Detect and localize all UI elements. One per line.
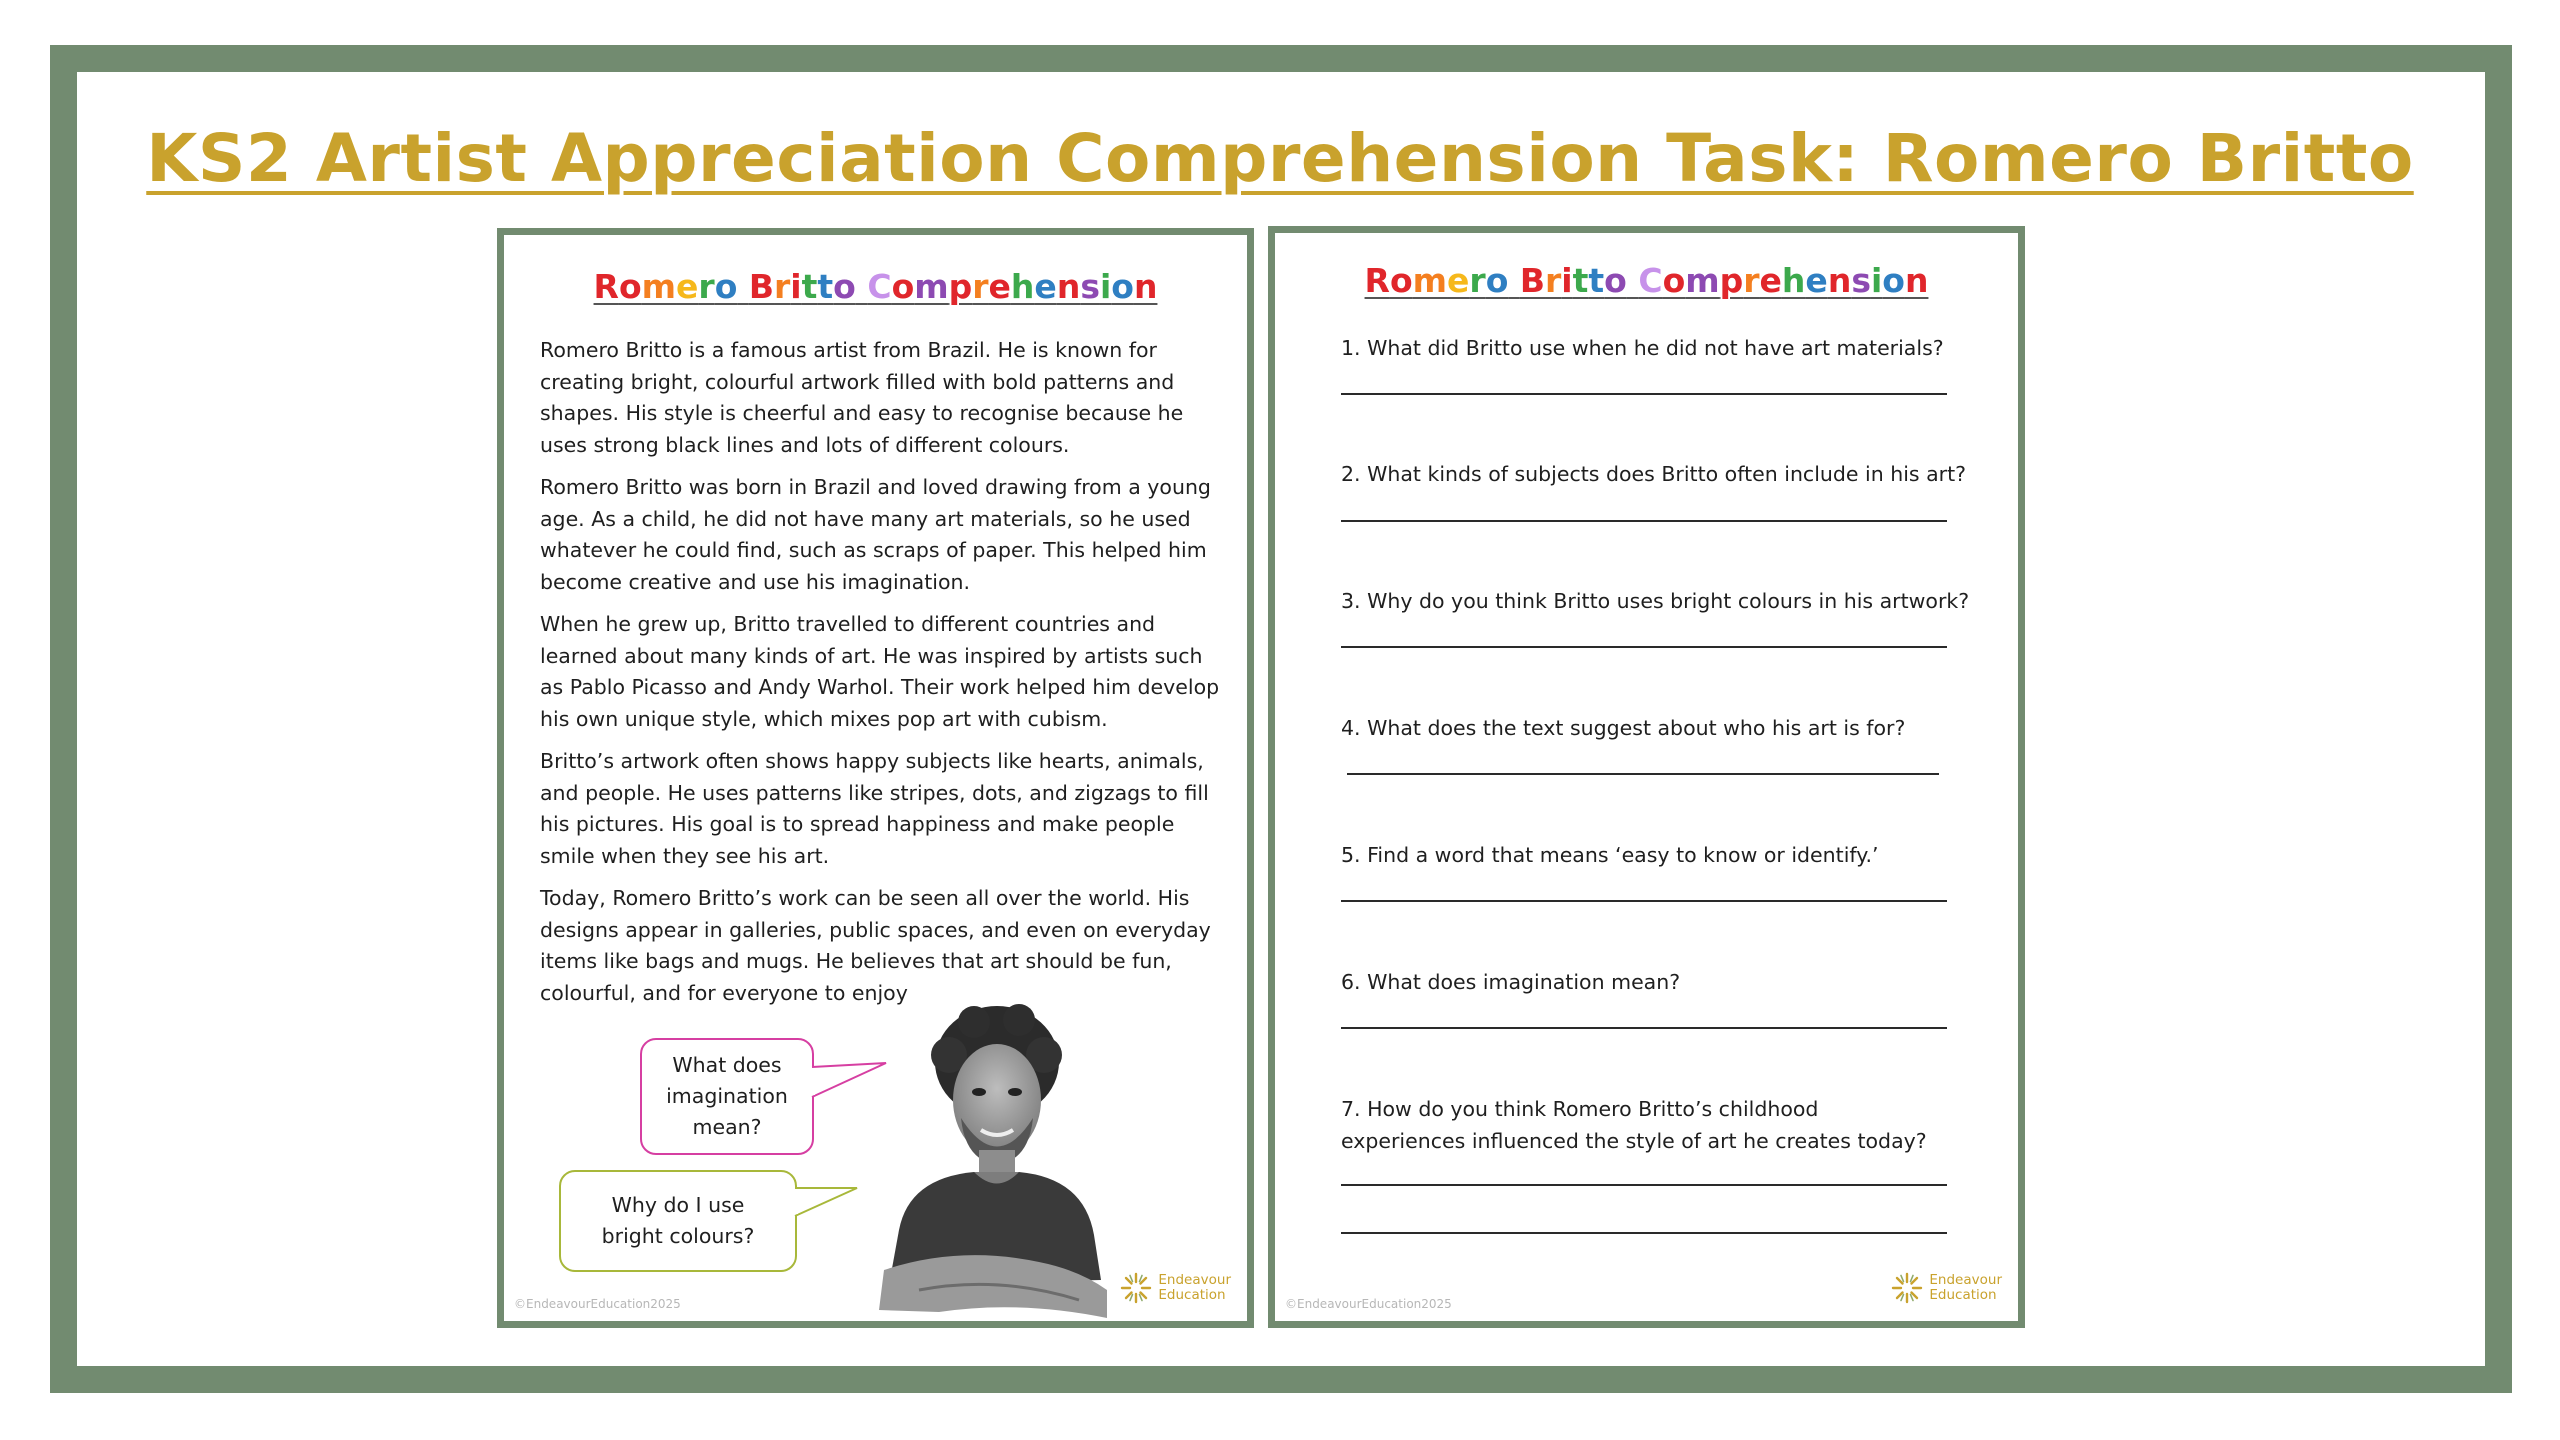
title-letter: o (1882, 261, 1905, 300)
speech-bubble-imagination (640, 1038, 814, 1155)
title-letter: m (641, 267, 677, 306)
title-letter: t (817, 267, 834, 306)
question-5: 5. Find a word that means ‘easy to know or identify.’ (1341, 843, 1879, 867)
title-letter: t (1588, 261, 1605, 300)
logo-line-2: Education (1158, 1287, 1226, 1303)
title-letter: o (833, 267, 856, 306)
title-letter (1627, 261, 1639, 300)
answer-line-2[interactable] (1341, 520, 1947, 522)
question-2: 2. What kinds of subjects does Britto often include in his art? (1341, 462, 1967, 486)
title-letter: R (593, 267, 619, 306)
answer-line-7a[interactable] (1341, 1184, 1947, 1186)
title-letter: o (1604, 261, 1627, 300)
passage-paragraph-1: Romero Britto is a famous artist from Brazil. He is known for creating bright, colourful artwork filled with bold patterns and shapes. His style is cheerful and easy to recognise because he uses strong black lines and lots of different colours. (540, 338, 1184, 457)
title-letter: i (1870, 261, 1883, 300)
logo-line-1: Endeavour (1158, 1272, 1231, 1288)
question-6: 6. What does imagination mean? (1341, 970, 1681, 994)
title-letter: m (1412, 261, 1448, 300)
question-3: 3. Why do you think Britto uses bright colours in his artwork? (1341, 589, 1970, 613)
title-letter: e (1447, 261, 1470, 300)
title-letter: e (1759, 261, 1782, 300)
logo-line-2: Education (1929, 1287, 1997, 1303)
title-letter (1508, 261, 1520, 300)
title-letter: C (867, 267, 892, 306)
answer-line-7b[interactable] (1341, 1232, 1947, 1234)
title-letter: r (698, 267, 715, 306)
title-letter: i (1561, 261, 1573, 300)
title-letter: r (774, 267, 791, 306)
passage-paragraph-5: Today, Romero Britto’s work can be seen all over the world. His designs appear in galleries, public spaces, and even on everyday items like bags and mugs. He believes that art should be fun, colourful, and for everyone to enjoy (540, 886, 1211, 1005)
title-letter: h (1010, 267, 1035, 306)
title-letter: o (1662, 261, 1686, 300)
endeavour-logo (1890, 1271, 2002, 1305)
passage-paragraph-2: Romero Britto was born in Brazil and loved drawing from a young age. As a child, he did not have many art materials, so he used whatever he could find, such as scraps of paper. This helped him become creative and use his imagination. (540, 475, 1211, 594)
title-letter: o (1485, 261, 1509, 300)
title-letter: e (988, 267, 1011, 306)
title-letter: o (1389, 261, 1413, 300)
title-letter: o (1111, 267, 1134, 306)
copyright-text: ©EndeavourEducation2025 (1285, 1297, 1452, 1311)
question-1: 1. What did Britto use when he did not have art materials? (1341, 336, 1944, 360)
question-7: 7. How do you think Romero Britto’s childhood experiences influenced the style of art he creates today? (1341, 1097, 1927, 1153)
title-letter: n (1056, 267, 1081, 306)
title-letter: r (1743, 261, 1760, 300)
reading-sheet-title (504, 267, 1247, 306)
title-letter: o (714, 267, 738, 306)
romero-britto-portrait (879, 1000, 1109, 1325)
speech-bubble-colours (559, 1170, 797, 1272)
sunburst-icon (1119, 1271, 1153, 1305)
title-letter: r (1545, 261, 1562, 300)
title-letter: s (1080, 267, 1100, 306)
title-letter: h (1781, 261, 1806, 300)
answer-line-5[interactable] (1341, 900, 1947, 902)
endeavour-logo (1119, 1271, 1231, 1305)
title-letter: r (972, 267, 989, 306)
sunburst-icon (1890, 1271, 1924, 1305)
title-letter: B (748, 267, 775, 306)
speech-bubble-green-tail (787, 1180, 867, 1230)
title-letter: t (801, 267, 818, 306)
answer-line-6[interactable] (1341, 1027, 1947, 1029)
title-letter: m (1685, 261, 1720, 300)
title-letter: r (1469, 261, 1486, 300)
answer-line-4[interactable] (1347, 773, 1939, 775)
title-letter: n (1904, 261, 1929, 300)
questions-sheet (1268, 226, 2025, 1328)
reading-sheet (497, 228, 1254, 1328)
questions-sheet-title (1275, 261, 2018, 300)
title-letter: p (948, 267, 973, 306)
title-letter: n (1133, 267, 1158, 306)
speech-bubble-colours-text: Why do I use bright colours? (601, 1193, 755, 1248)
title-letter: C (1638, 261, 1663, 300)
title-letter: B (1519, 261, 1546, 300)
title-letter (737, 267, 749, 306)
title-letter: i (1099, 267, 1112, 306)
title-letter: s (1851, 261, 1871, 300)
answer-line-3[interactable] (1341, 646, 1947, 648)
slide-title: KS2 Artist Appreciation Comprehension Task: Romero Britto (146, 120, 2414, 197)
title-letter: R (1364, 261, 1390, 300)
question-4: 4. What does the text suggest about who his art is for? (1341, 716, 1906, 740)
title-letter: o (618, 267, 642, 306)
title-letter: e (1034, 267, 1057, 306)
title-letter: n (1827, 261, 1852, 300)
passage-paragraph-4: Britto’s artwork often shows happy subjects like hearts, animals, and people. He uses patterns like stripes, dots, and zigzags to fill his pictures. His goal is to spread happiness and make people smile when they see his art. (540, 749, 1209, 868)
title-letter: t (1572, 261, 1589, 300)
passage-paragraph-3: When he grew up, Britto travelled to different countries and learned about many kinds of art. He was inspired by artists such as Pablo Picasso and Andy Warhol. Their work helped him develop his own unique style, which mixes pop art with cubism. (540, 612, 1220, 731)
title-letter: e (1805, 261, 1828, 300)
title-letter: e (676, 267, 699, 306)
title-letter: p (1719, 261, 1744, 300)
logo-line-1: Endeavour (1929, 1272, 2002, 1288)
copyright-text: ©EndeavourEducation2025 (514, 1297, 681, 1311)
title-letter: i (790, 267, 802, 306)
title-letter (856, 267, 868, 306)
answer-line-1[interactable] (1341, 393, 1947, 395)
title-letter: m (914, 267, 949, 306)
title-letter: o (891, 267, 915, 306)
reading-passage (540, 335, 1220, 1020)
speech-bubble-imagination-text: What does imagination mean? (666, 1053, 788, 1139)
